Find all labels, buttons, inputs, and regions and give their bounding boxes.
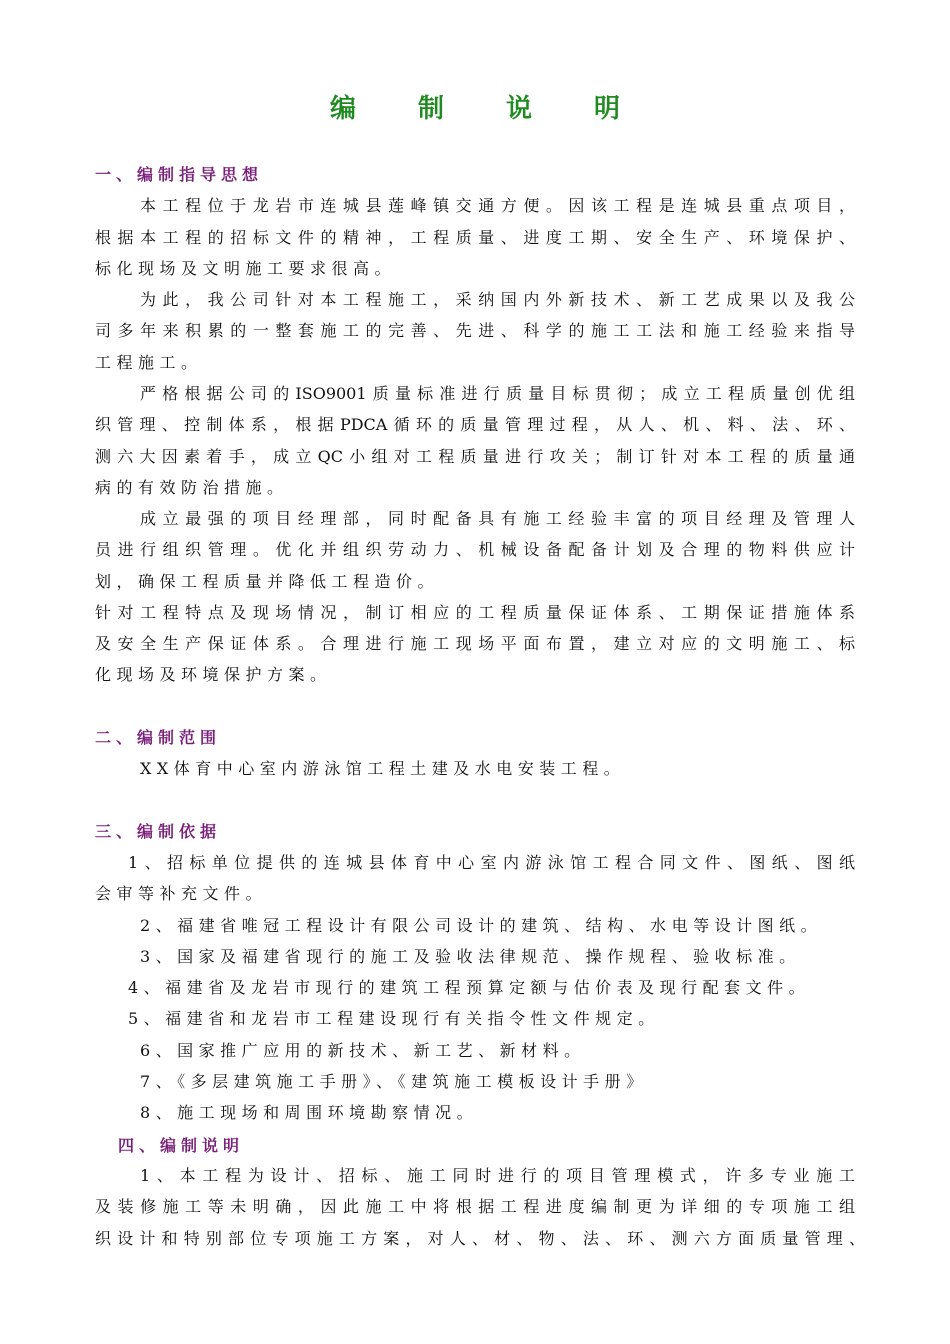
section-heading-4: 四、编制说明 (118, 1136, 245, 1155)
paragraph-line: 3、国家及福建省现行的施工及验收法律规范、操作规程、验收标准。 (140, 947, 801, 966)
paragraph-line: XX体育中心室内游泳馆工程土建及水电安装工程。 (140, 759, 626, 778)
paragraph-line: 成立最强的项目经理部，同时配备具有施工经验丰富的项目经理及管理人 (140, 509, 855, 528)
paragraph-line: 化现场及环境保护方案。 (95, 665, 332, 684)
paragraph-line: 划，确保工程质量并降低工程造价。 (95, 572, 440, 591)
paragraph-line: 本工程位于龙岩市连城县莲峰镇交通方便。因该工程是连城县重点项目， (140, 196, 855, 215)
paragraph-line: 测六大因素着手，成立QC小组对工程质量进行攻关；制订针对本工程的质量通 (95, 447, 855, 466)
section-heading-2: 二、编制范围 (95, 728, 222, 747)
paragraph-line: 针对工程特点及现场情况，制订相应的工程质量保证体系、工期保证措施体系 (95, 603, 855, 622)
paragraph-line: 及装修施工等未明确，因此施工中将根据工程进度编制更为详细的专项施工组 (95, 1197, 855, 1216)
section-heading-1: 一、编制指导思想 (95, 165, 264, 184)
paragraph-line: 病的有效防治措施。 (95, 478, 289, 497)
paragraph-line: 6、国家推广应用的新技术、新工艺、新材料。 (140, 1041, 586, 1060)
paragraph-line: 及安全生产保证体系。合理进行施工现场平面布置，建立对应的文明施工、标 (95, 634, 855, 653)
paragraph-line: 5、福建省和龙岩市工程建设现行有关指令性文件规定。 (128, 1009, 660, 1028)
paragraph-line: 为此，我公司针对本工程施工，采纳国内外新技术、新工艺成果以及我公 (140, 290, 855, 309)
paragraph-line: 标化现场及文明施工要求很高。 (95, 259, 397, 278)
paragraph-line: 8、施工现场和周围环境勘察情况。 (140, 1103, 479, 1122)
paragraph-line: 司多年来积累的一整套施工的完善、先进、科学的施工工法和施工经验来指导 (95, 321, 855, 340)
section-heading-3: 三、编制依据 (95, 822, 222, 841)
paragraph-line: 织管理、控制体系，根据PDCA循环的质量管理过程，从人、机、料、法、环、 (95, 415, 855, 434)
paragraph-line: 严格根据公司的ISO9001质量标准进行质量目标贯彻；成立工程质量创优组 (140, 384, 855, 403)
paragraph-line: 员进行组织管理。优化并组织劳动力、机械设备配备计划及合理的物料供应计 (95, 540, 855, 559)
paragraph-line: 2、福建省唯冠工程设计有限公司设计的建筑、结构、水电等设计图纸。 (140, 916, 823, 935)
paragraph-line: 4、福建省及龙岩市现行的建筑工程预算定额与估价表及现行配套文件。 (128, 978, 811, 997)
paragraph-line: 7、《多层建筑施工手册》、《建筑施工模板设计手册》 (140, 1072, 648, 1091)
paragraph-line: 根据本工程的招标文件的精神，工程质量、进度工期、安全生产、环境保护、 (95, 228, 855, 247)
paragraph-line: 工程施工。 (95, 353, 203, 372)
paragraph-line: 1、本工程为设计、招标、施工同时进行的项目管理模式，许多专业施工 (140, 1166, 855, 1185)
paragraph-line: 会审等补充文件。 (95, 884, 268, 903)
paragraph-line: 1、招标单位提供的连城县体育中心室内游泳馆工程合同文件、图纸、图纸 (128, 853, 855, 872)
page-title: 编制说明 (329, 94, 682, 124)
paragraph-line: 织设计和特别部位专项施工方案，对人、材、物、法、环、测六方面质量管理、 (95, 1229, 865, 1248)
